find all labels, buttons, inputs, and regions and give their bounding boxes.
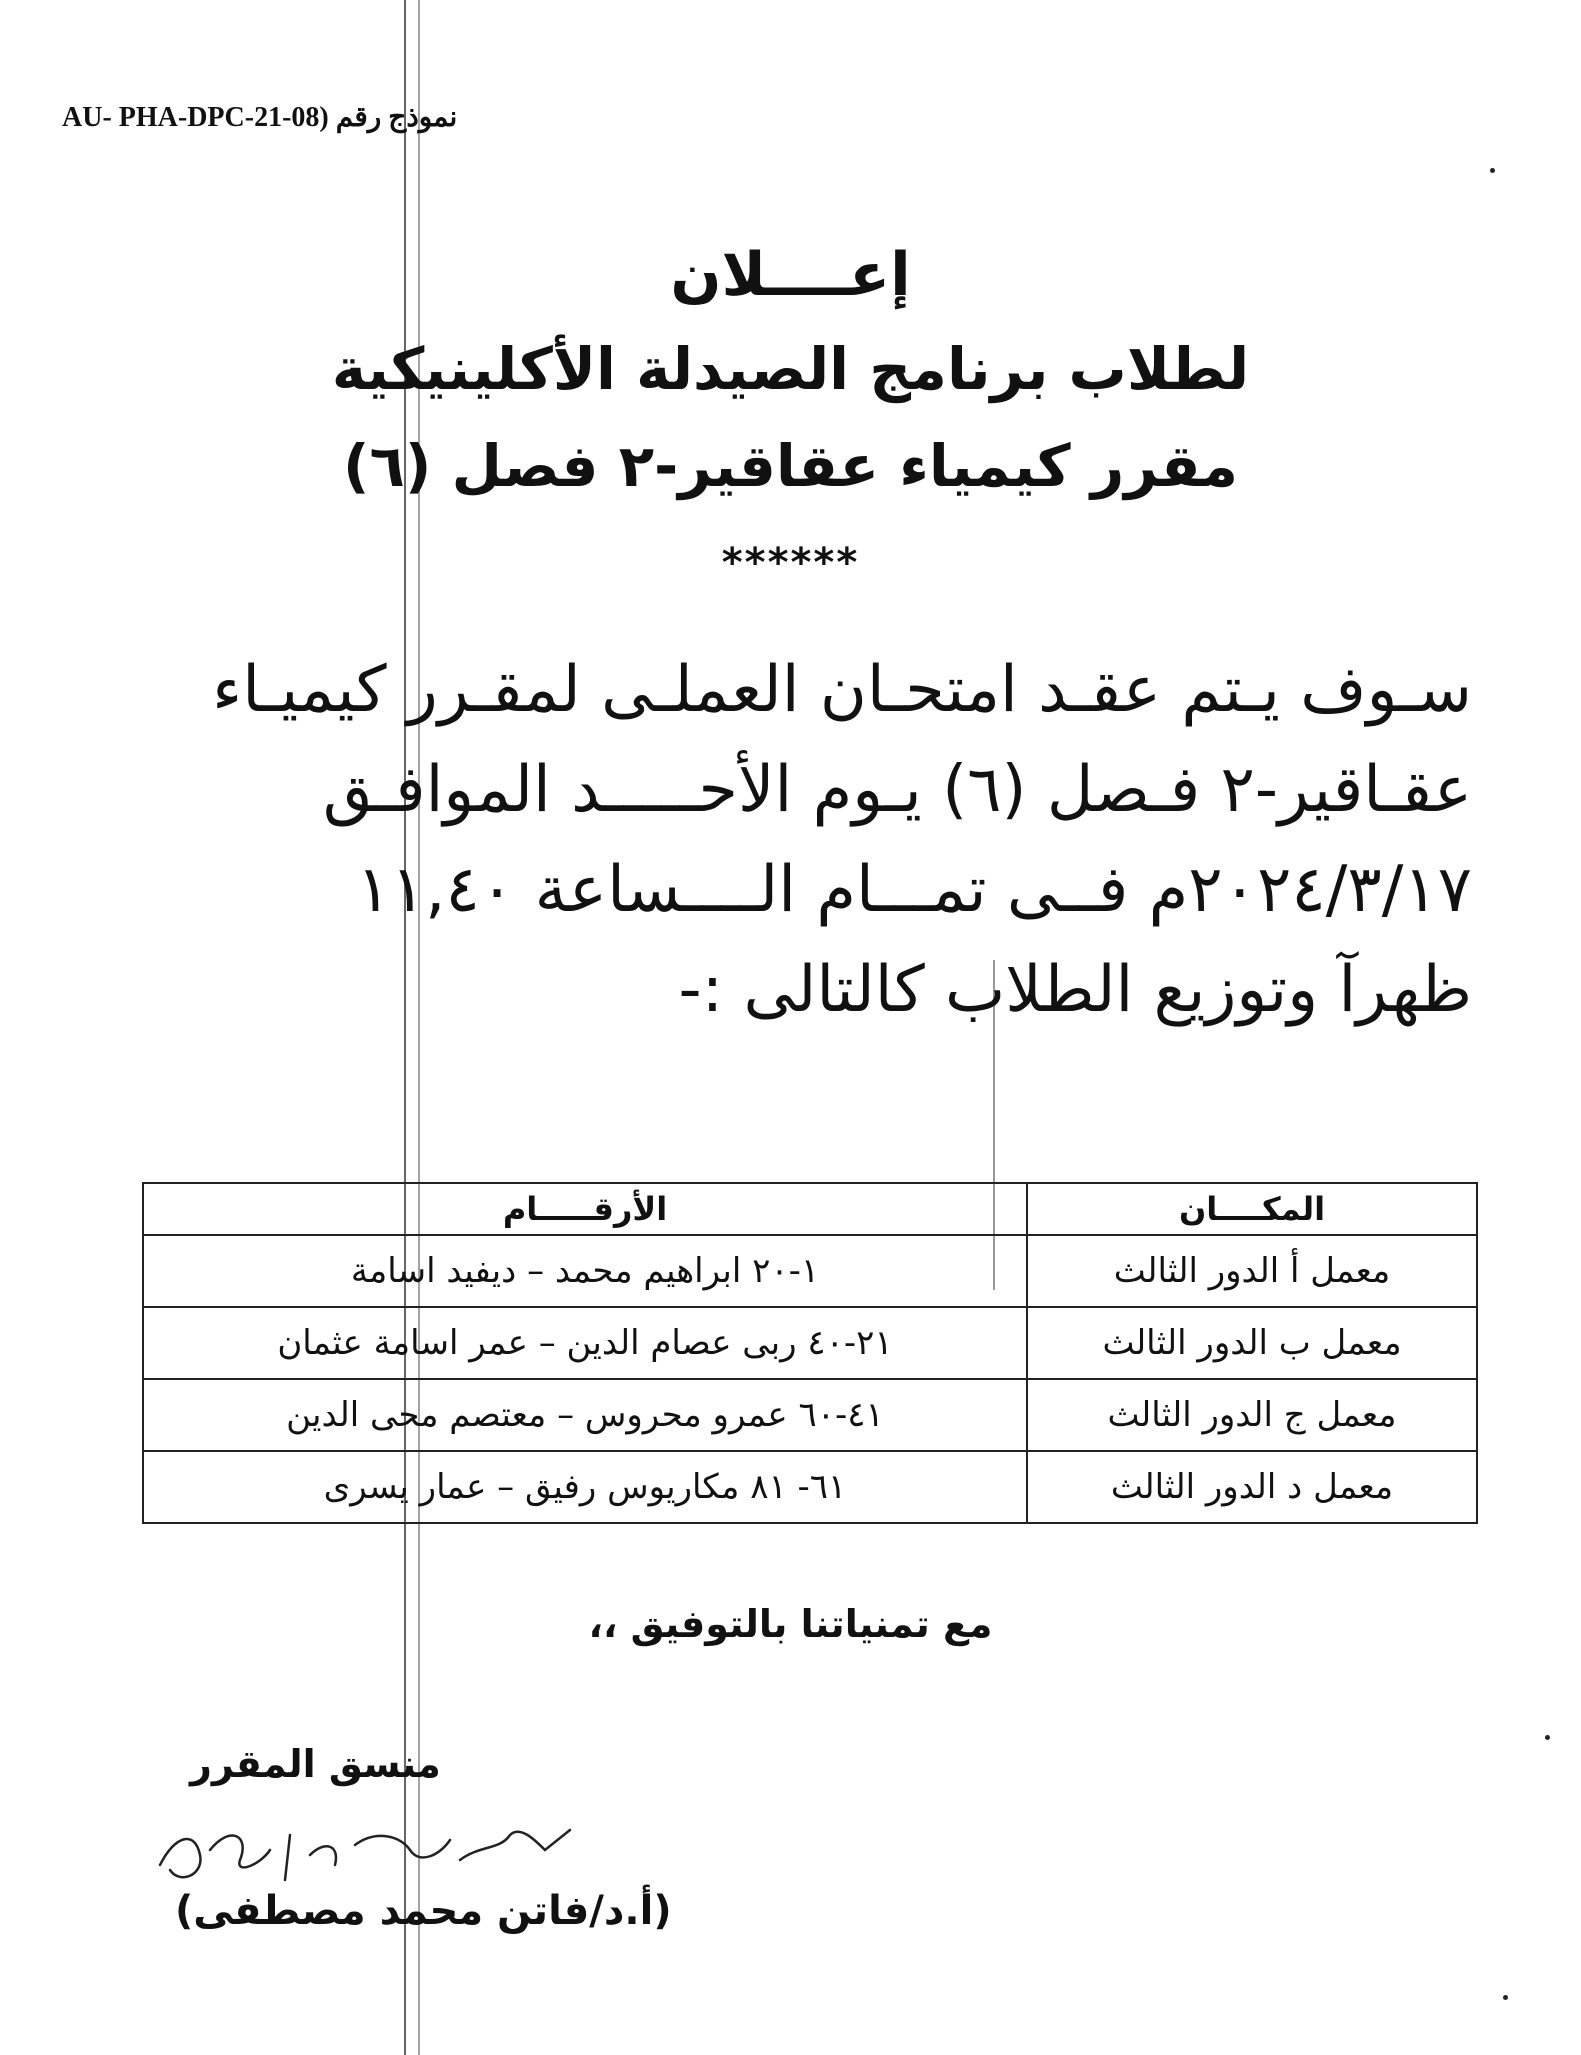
audience-title: لطلاب برنامج الصيدلة الأكلينيكية bbox=[331, 335, 1250, 403]
handwritten-signature bbox=[140, 1795, 590, 1895]
closing-wishes: مع تمنياتنا بالتوفيق ،، bbox=[588, 1602, 993, 1646]
form-number bbox=[62, 100, 457, 134]
body-line: سـوف يـتم عقـد امتحـان العملـى لمقـرر كيميـاء bbox=[212, 653, 1472, 727]
scan-speck bbox=[1545, 1735, 1550, 1740]
table-row bbox=[143, 1235, 1477, 1307]
student-range-cell: ٦١- ٨١ مكاريوس رفيق – عمار يسرى bbox=[143, 1451, 1027, 1523]
student-range-cell: ١-٢٠ ابراهيم محمد – ديفيد اسامة bbox=[143, 1235, 1027, 1307]
place-column-header: المكــــان bbox=[1027, 1183, 1477, 1235]
student-range-cell: ٢١-٤٠ ربى عصام الدين – عمر اسامة عثمان bbox=[143, 1307, 1027, 1379]
table-row bbox=[143, 1379, 1477, 1451]
coordinator-name: (أ.د/فاتن محمد مصطفى) bbox=[175, 1888, 672, 1934]
scan-speck bbox=[1490, 168, 1495, 173]
coordinator-title: منسق المقرر bbox=[190, 1742, 441, 1786]
student-range-cell: ٤١-٦٠ عمرو محروس – معتصم محى الدين bbox=[143, 1379, 1027, 1451]
form-number-label: نموذج رقم ( bbox=[319, 102, 458, 133]
lab-place-cell: معمل د الدور الثالث bbox=[1027, 1451, 1477, 1523]
scan-speck bbox=[1503, 1995, 1508, 2000]
body-line: ظهرآ وتوزيع الطلاب كالتالى :- bbox=[678, 953, 1472, 1027]
lab-place-cell: معمل ب الدور الثالث bbox=[1027, 1307, 1477, 1379]
title-separator: ****** bbox=[721, 540, 860, 586]
body-line: ٢٠٢٤/٣/١٧م فــى تمـــام الــــساعة ١١,٤٠ bbox=[356, 853, 1472, 927]
course-title: مقرر كيمياء عقاقير-٢ فصل (٦) bbox=[343, 432, 1238, 500]
table-row bbox=[143, 1451, 1477, 1523]
table-header-row bbox=[143, 1183, 1477, 1235]
lab-place-cell: معمل ج الدور الثالث bbox=[1027, 1379, 1477, 1451]
body-line: عقـاقير-٢ فـصل (٦) يـوم الأحـــــد الموافـق bbox=[322, 753, 1472, 827]
numbers-column-header: الأرقـــــام bbox=[143, 1183, 1027, 1235]
announcement-body bbox=[62, 640, 1472, 1040]
table-row bbox=[143, 1307, 1477, 1379]
lab-distribution-table bbox=[142, 1182, 1478, 1524]
announcement-title: إعــــلان bbox=[670, 240, 911, 310]
lab-place-cell: معمل أ الدور الثالث bbox=[1027, 1235, 1477, 1307]
form-number-code: AU- PHA-DPC-21-08 bbox=[62, 102, 320, 133]
